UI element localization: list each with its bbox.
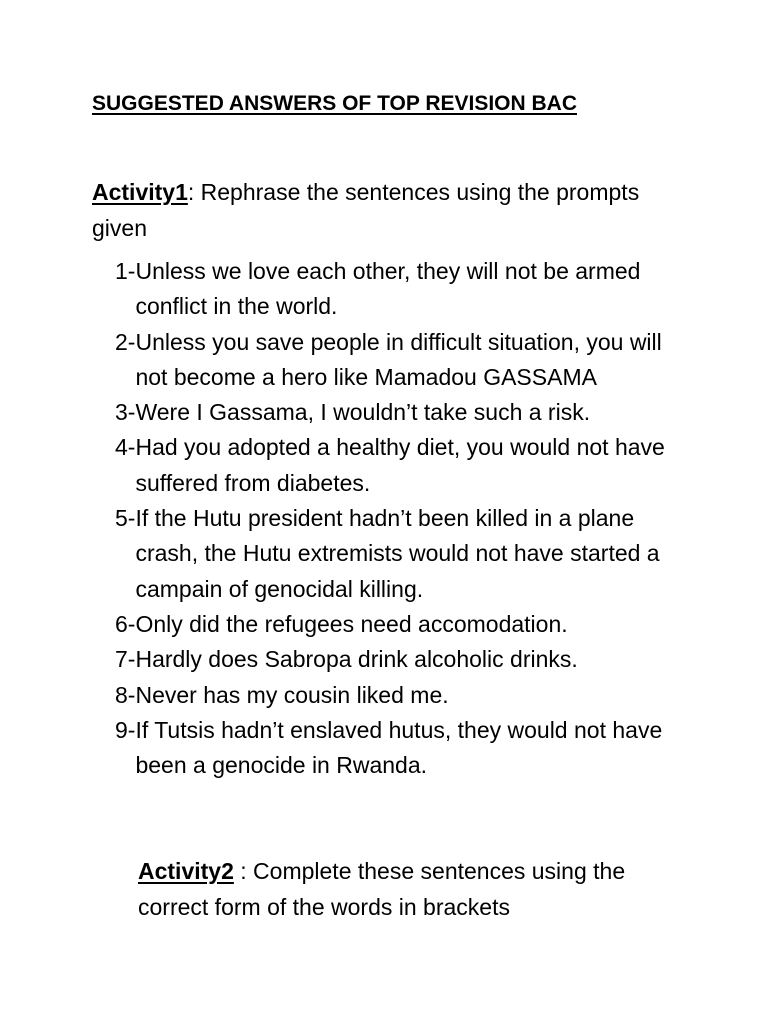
answer-item [115, 325, 675, 396]
answer-text: If Tutsis hadn’t enslaved hutus, they would not have been a genocide in Rwanda. [135, 716, 663, 779]
answer-number: 1- [115, 258, 136, 284]
answer-number: 4- [115, 434, 136, 461]
answer-item [115, 254, 675, 325]
answer-number: 6- [115, 610, 136, 637]
answer-number: 9- [115, 716, 136, 743]
answer-item [115, 430, 675, 501]
answer-text: Had you adopted a healthy diet, you would not have suffered from diabetes. [135, 434, 665, 496]
activity1-heading [92, 174, 652, 246]
document-title: SUGGESTED ANSWERS OF TOP REVISION BAC [92, 92, 578, 115]
answer-number: 3- [115, 399, 136, 426]
activity2-instruction: : Complete these sentences using the correct form of the words in brackets [138, 858, 626, 920]
answer-text: Unless you save people in difficult situation, you will not become a hero like Mamadou GASSAMA [135, 328, 662, 390]
answer-number: 7- [115, 646, 136, 673]
answer-item [115, 713, 675, 784]
answer-text: Never has my cousin liked me. [135, 681, 449, 708]
answer-text: Unless we love each other, they will not be armed conflict in the world. [135, 258, 641, 320]
answer-text: Were I Gassama, I wouldn’t take such a risk. [135, 399, 591, 426]
answer-item [115, 678, 675, 713]
activity1-answer-list [115, 254, 675, 783]
answer-number: 5- [115, 505, 136, 532]
activity2-heading [138, 853, 658, 925]
answer-item [115, 642, 675, 677]
answer-item [115, 395, 675, 430]
activity2-label: Activity2 [138, 858, 234, 884]
answer-item [115, 501, 675, 607]
answer-text: Hardly does Sabropa drink alcoholic drinks. [135, 646, 578, 673]
activity1-instruction: : Rephrase the sentences using the prompts given [92, 179, 640, 241]
answer-number: 2- [115, 328, 136, 355]
answer-text: If the Hutu president hadn’t been killed in a plane crash, the Hutu extremists would not have started a campain of genocidal killing. [135, 505, 660, 602]
answer-text: Only did the refugees need accomodation. [135, 610, 568, 637]
activity1-label: Activity1 [92, 179, 188, 205]
answer-item [115, 607, 675, 642]
answer-number: 8- [115, 681, 136, 708]
